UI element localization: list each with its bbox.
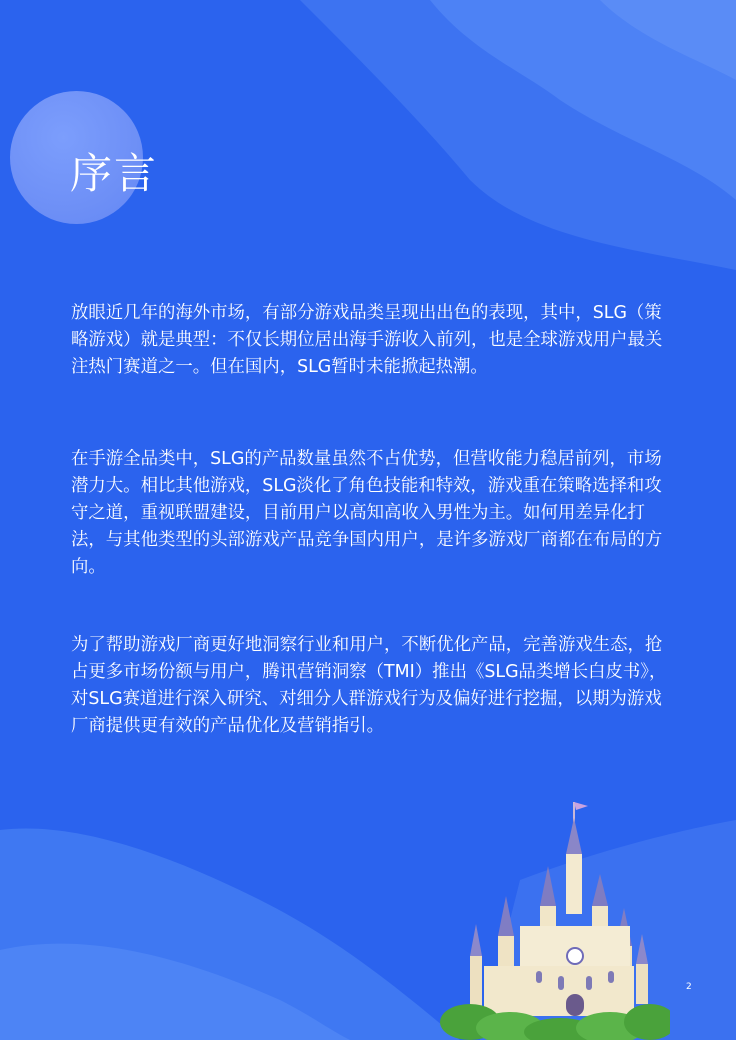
intro-paragraph-2: 在手游全品类中，SLG的产品数量虽然不占优势，但营收能力稳居前列，市场潜力大。相比其他游戏，SLG淡化了角色技能和特效，游戏重在策略选择和攻守之道，重视联盟建设，目前用户以高知高收入男性为主。如何用差异化打法，与其他类型的头部游戏产品竞争国内用户，是许多游戏厂商都在布局的方向。 — [71, 449, 663, 577]
castle-illustration — [440, 796, 670, 1040]
page-title: 序言 — [70, 149, 159, 198]
page-number: 2 — [686, 982, 692, 992]
intro-paragraph-3: 为了帮助游戏厂商更好地洞察行业和用户，不断优化产品，完善游戏生态，抢占更多市场份额与用户，腾讯营销洞察（TMI）推出《SLG品类增长白皮书》，对SLG赛道进行深入研究、对细分人群游戏行为及偏好进行挖掘，以期为游戏厂商提供更有效的产品优化及营销指引。 — [71, 635, 667, 736]
intro-paragraph-1: 放眼近几年的海外市场，有部分游戏品类呈现出出色的表现，其中，SLG（策略游戏）就是典型：不仅长期位居出海手游收入前列，也是全球游戏用户最关注热门赛道之一。但在国内，SLG暂时未能掀起热潮。 — [71, 303, 663, 377]
